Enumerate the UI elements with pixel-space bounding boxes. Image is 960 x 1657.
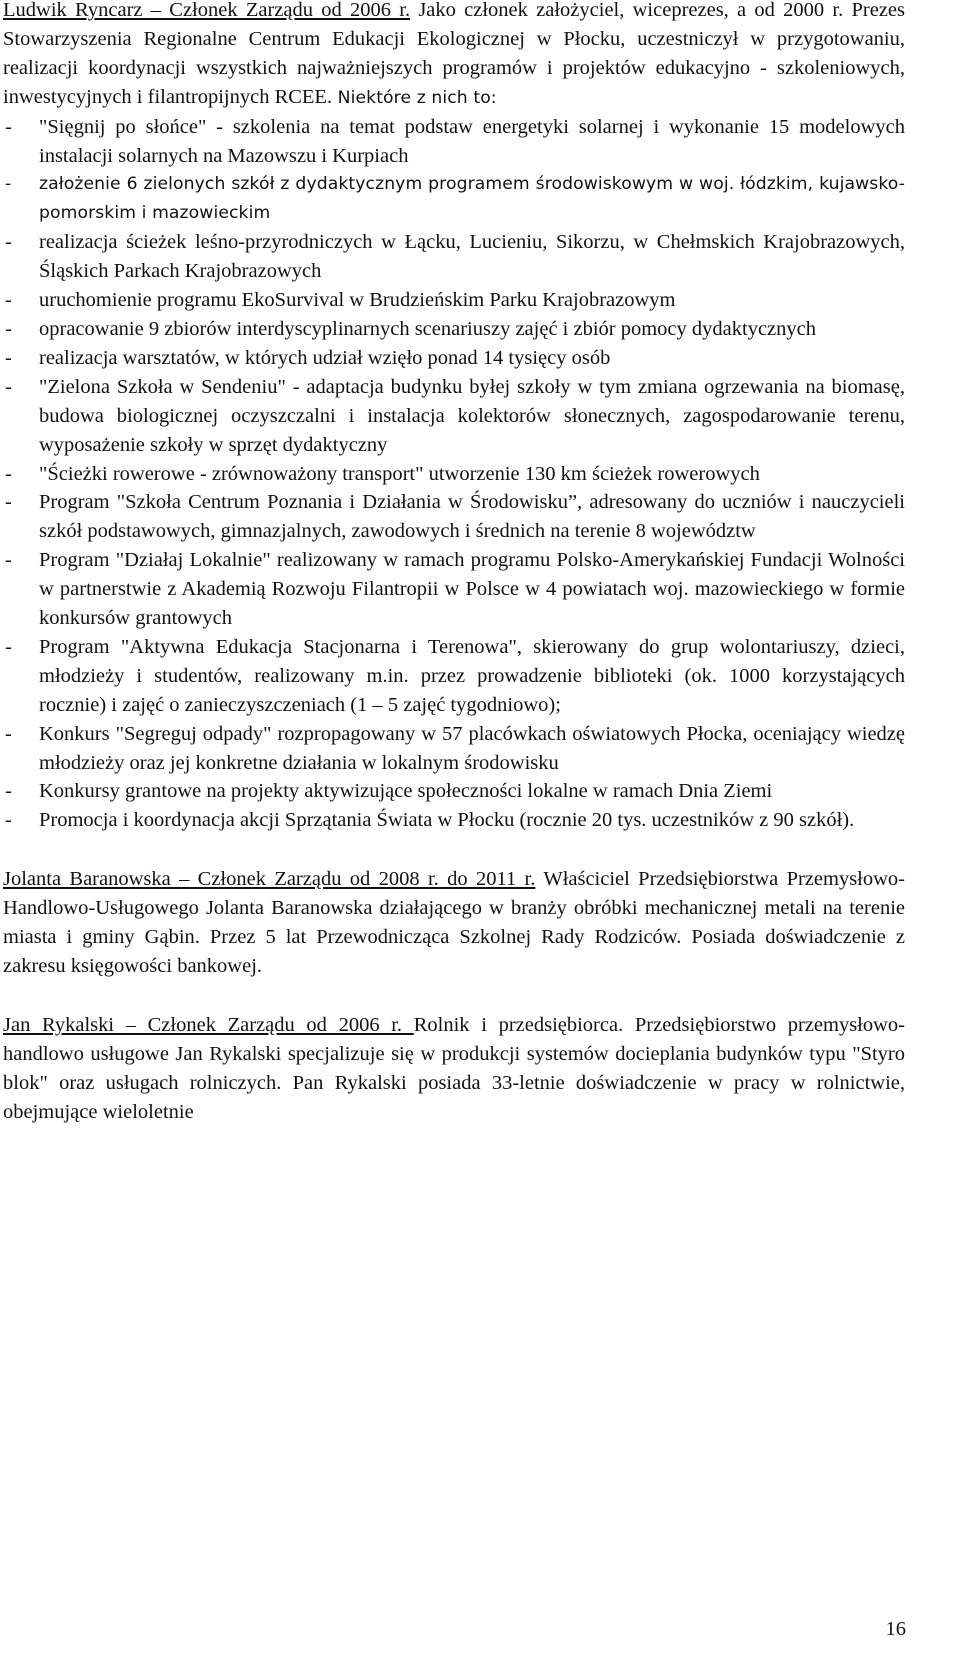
paragraph-gap xyxy=(3,835,905,865)
baranowska-paragraph xyxy=(3,865,905,981)
list-item: - Program "Działaj Lokalnie" realizowany w ramach programu Polsko-Amerykańskiej Fundacji Wolności w partnerstwie z Akademią Rozwoju Filantropii w Polsce w 4 powiatach woj. mazowieckiego w formie konkursów grantowych xyxy=(3,546,905,633)
list-item: - "Zielona Szkoła w Sendeniu" - adaptacja budynku byłej szkoły w tym zmiana ogrzewania na biomasę, budowa biologicznej oczyszczalni i instalacja kolektorów słonecznych, zagospodarowanie terenu, wyposażenie szkoły w sprzęt dydaktyczny xyxy=(3,373,905,460)
ryncarz-name: Ludwik Ryncarz – Członek Zarządu od 2006 r. xyxy=(3,0,411,21)
baranowska-name: Jolanta Baranowska – Członek Zarządu od 2008 r. do 2011 r. xyxy=(3,868,536,891)
list-item: - "Sięgnij po słońce" - szkolenia na temat podstaw energetyki solarnej i wykonanie 15 modelowych instalacji solarnych na Mazowszu i Kurpiach xyxy=(3,113,905,171)
rykalski-text: Rolnik i przedsiębiorca. Przedsiębiorstwo przemysłowo-handlowo usługowe Jan Rykalski specjalizuje się w produkcji systemów docieplania budynków typu "Styro blok" oraz usługach rolniczych. Pan Rykalski posiada 33-letnie doświadczenie w pracy w rolnictwie, obejmujące wieloletnie xyxy=(3,1013,906,1123)
list-item: - założenie 6 zielonych szkół z dydaktycznym programem środowiskowym w woj. łódzkim, kujawsko-pomorskim i mazowieckim xyxy=(3,170,905,228)
ryncarz-achievements-list xyxy=(3,113,905,836)
page-number: 16 xyxy=(885,1618,906,1640)
list-item: - Konkursy grantowe na projekty aktywizujące społeczności lokalne w ramach Dnia Ziemi xyxy=(3,777,905,806)
list-item: - Program "Szkoła Centrum Poznania i Działania w Środowisku”, adresowany do uczniów i nauczycieli szkół podstawowych, gimnazjalnych, zawodowych i średnich na terenie 8 województw xyxy=(3,488,905,546)
list-item: - realizacja ścieżek leśno-przyrodniczych w Łącku, Lucieniu, Sikorzu, w Chełmskich Krajobrazowych, Śląskich Parkach Krajobrazowych xyxy=(3,228,905,286)
ryncarz-intro-tail: Niektóre z nich to: xyxy=(332,87,497,108)
ryncarz-paragraph xyxy=(3,0,905,113)
rykalski-paragraph xyxy=(3,1011,905,1127)
list-item: - "Ścieżki rowerowe - zrównoważony transport" utworzenie 130 km ścieżek rowerowych xyxy=(3,460,905,489)
page-content xyxy=(3,0,905,1127)
list-item: - uruchomienie programu EkoSurvival w Brudzieńskim Parku Krajobrazowym xyxy=(3,286,905,315)
list-item: - realizacja warsztatów, w których udział wzięło ponad 14 tysięcy osób xyxy=(3,344,905,373)
rykalski-name: Jan Rykalski – Członek Zarządu od 2006 r. xyxy=(3,1013,414,1036)
list-item: - Program "Aktywna Edukacja Stacjonarna i Terenowa", skierowany do grup wolontariuszy, dzieci, młodzieży i studentów, realizowany m.in. przez prowadzenie biblioteki (ok. 1000 korzystających rocznie) i zajęć o zanieczyszczeniach (1 – 5 zajęć tygodniowo); xyxy=(3,633,905,720)
list-item: - Konkurs "Segreguj odpady" rozpropagowany w 57 placówkach oświatowych Płocka, oceniający wiedzę młodzieży oraz jej konkretne działania w lokalnym środowisku xyxy=(3,720,905,778)
baranowska-text: Właściciel Przedsiębiorstwa Przemysłowo-Handlowo-Usługowego Jolanta Baranowska działającego w branży obróbki mechanicznej metali na terenie miasta i gminy Gąbin. Przez 5 lat Przewodnicząca Szkolnej Rady Rodziców. Posiada doświadczenie z zakresu księgowości bankowej. xyxy=(3,868,905,977)
ryncarz-intro: Jako członek założyciel, wiceprezes, a od 2000 r. Prezes Stowarzyszenia Regionalne Centrum Edukacji Ekologicznej w Płocku, uczestniczył w przygotowaniu, realizacji koordynacji wszystkich najważniejszych programów i projektów edukacyjno - szkoleniowych, inwestycyjnych i filantropijnych RCEE. xyxy=(3,0,906,108)
paragraph-gap xyxy=(3,981,905,1011)
list-item: - Promocja i koordynacja akcji Sprzątania Świata w Płocku (rocznie 20 tys. uczestników z 90 szkół). xyxy=(3,806,905,835)
list-item: - opracowanie 9 zbiorów interdyscyplinarnych scenariuszy zajęć i zbiór pomocy dydaktycznych xyxy=(3,315,905,344)
